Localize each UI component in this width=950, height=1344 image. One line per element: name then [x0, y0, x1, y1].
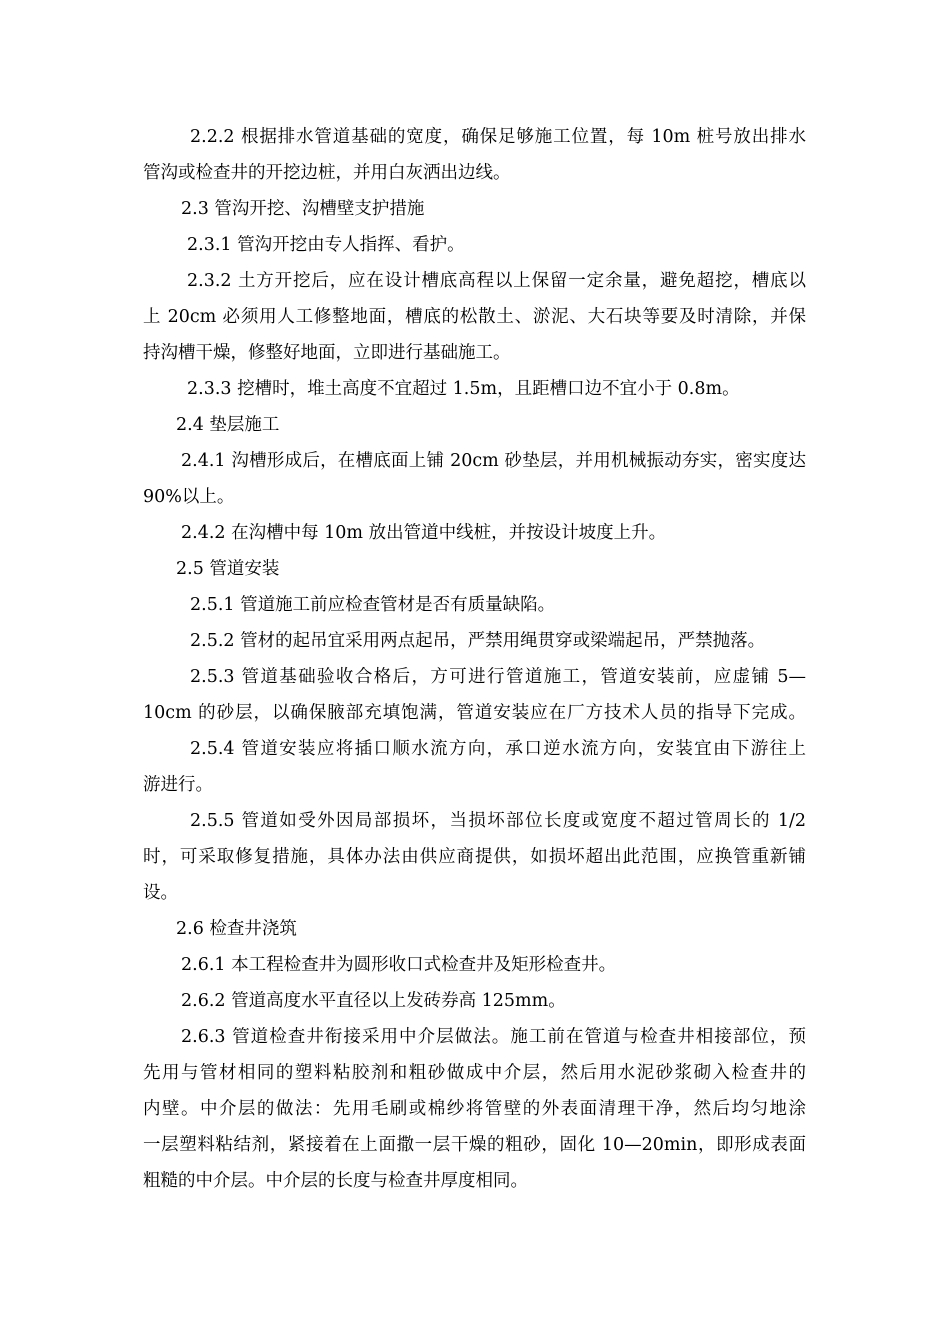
paragraph-2-3-3: 2.3.3 挖槽时，堆土高度不宜超过 1.5m，且距槽口边不宜小于 0.8m。: [187, 379, 740, 399]
paragraph-2-6-1: 2.6.1 本工程检查井为圆形收口式检查井及矩形检查井。: [181, 955, 617, 975]
paragraph-2-6-3-line-3: 内壁。中介层的做法：先用毛刷或棉纱将管壁的外表面清理干净，然后均匀地涂: [143, 1099, 806, 1119]
paragraph-2-4-2: 2.4.2 在沟槽中每 10m 放出管道中线桩，并按设计坡度上升。: [181, 523, 667, 543]
heading-2-6: 2.6 检查井浇筑: [176, 919, 297, 939]
paragraph-2-5-2: 2.5.2 管材的起吊宜采用两点起吊，严禁用绳贯穿或梁端起吊，严禁抛落。: [190, 631, 766, 651]
paragraph-2-4-1-line-1: 2.4.1 沟槽形成后，在槽底面上铺 20cm 砂垫层，并用机械振动夯实，密实度达: [181, 451, 806, 471]
heading-2-3: 2.3 管沟开挖、沟槽壁支护措施: [181, 199, 425, 219]
paragraph-2-2-2-line-1: 2.2.2 根据排水管道基础的宽度，确保足够施工位置，每 10m 桩号放出排水: [190, 127, 806, 147]
paragraph-2-5-4-line-1: 2.5.4 管道安装应将插口顺水流方向，承口逆水流方向，安装宜由下游往上: [190, 739, 806, 759]
paragraph-2-6-3-line-5: 粗糙的中介层。中介层的长度与检查井厚度相同。: [143, 1171, 528, 1191]
paragraph-2-6-3-line-4: 一层塑料粘结剂，紧接着在上面撒一层干燥的粗砂，固化 10—20min，即形成表面: [143, 1135, 806, 1155]
paragraph-2-4-1-line-2: 90%以上。: [143, 487, 235, 507]
paragraph-2-3-2-line-3: 持沟槽干燥，修整好地面，立即进行基础施工。: [143, 343, 511, 363]
heading-2-5: 2.5 管道安装: [176, 559, 280, 579]
paragraph-2-5-3-line-2: 10cm 的砂层，以确保腋部充填饱满，管道安装应在厂方技术人员的指导下完成。: [143, 703, 806, 723]
paragraph-2-5-5-line-2: 时，可采取修复措施，具体办法由供应商提供，如损坏超出此范围，应换管重新铺: [143, 847, 806, 867]
paragraph-2-5-3-line-1: 2.5.3 管道基础验收合格后，方可进行管道施工，管道安装前，应虚铺 5—: [190, 667, 806, 687]
paragraph-2-5-5-line-1: 2.5.5 管道如受外因局部损坏，当损坏部位长度或宽度不超过管周长的 1/2: [190, 811, 806, 831]
paragraph-2-5-1: 2.5.1 管道施工前应检查管材是否有质量缺陷。: [190, 595, 556, 615]
paragraph-2-6-3-line-1: 2.6.3 管道检查井衔接采用中介层做法。施工前在管道与检查井相接部位，预: [181, 1027, 806, 1047]
paragraph-2-5-5-line-3: 设。: [143, 883, 178, 903]
paragraph-2-2-2-line-2: 管沟或检查井的开挖边桩，并用白灰洒出边线。: [143, 163, 511, 183]
paragraph-2-3-2-line-2: 上 20cm 必须用人工修整地面，槽底的松散土、淤泥、大石块等要及时清除，并保: [143, 307, 806, 327]
paragraph-2-3-1: 2.3.1 管沟开挖由专人指挥、看护。: [187, 235, 465, 255]
heading-2-4: 2.4 垫层施工: [176, 415, 280, 435]
paragraph-2-3-2-line-1: 2.3.2 土方开挖后，应在设计槽底高程以上保留一定余量，避免超挖，槽底以: [187, 271, 806, 291]
paragraph-2-6-3-line-2: 先用与管材相同的塑料粘胶剂和粗砂做成中介层，然后用水泥砂浆砌入检查井的: [143, 1063, 806, 1083]
paragraph-2-6-2: 2.6.2 管道高度水平直径以上发砖券高 125mm。: [181, 991, 566, 1011]
paragraph-2-5-4-line-2: 游进行。: [143, 775, 213, 795]
